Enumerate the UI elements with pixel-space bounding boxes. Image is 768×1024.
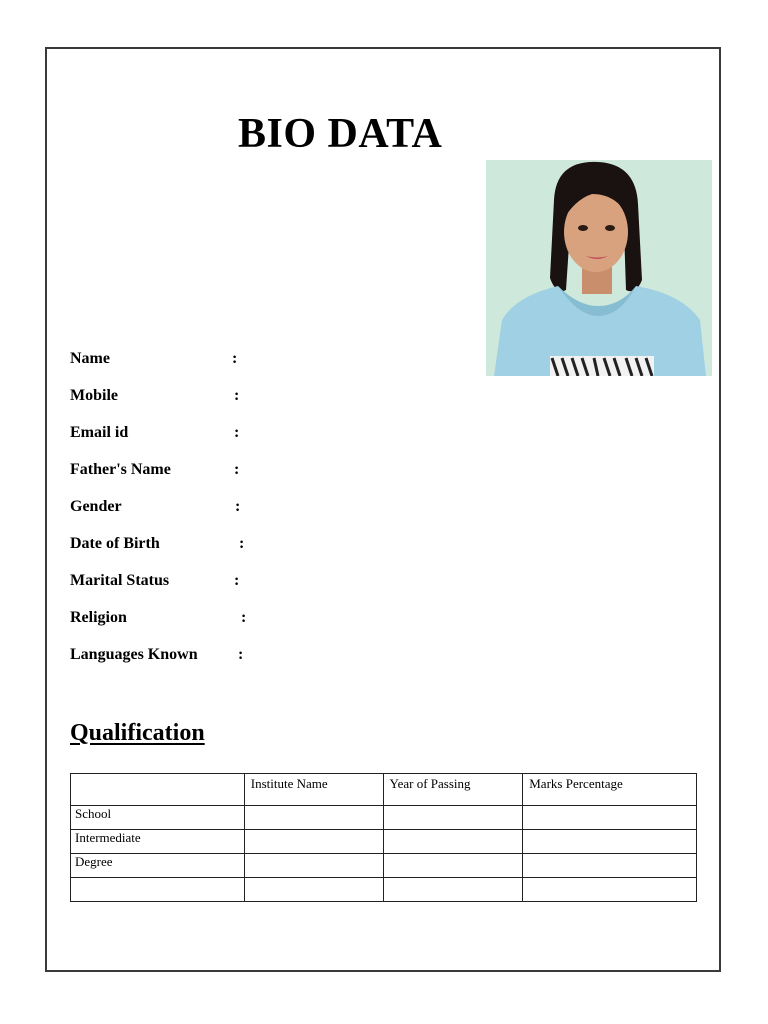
field-label: Religion	[70, 609, 127, 626]
table-cell	[383, 806, 523, 830]
column-header-year-of-passing: Year of Passing	[383, 774, 523, 806]
profile-photo-illustration	[486, 160, 712, 376]
field-label: Date of Birth	[70, 535, 160, 552]
column-header-marks-percentage: Marks Percentage	[523, 774, 697, 806]
row-label-intermediate: Intermediate	[71, 830, 245, 854]
table-row	[71, 878, 697, 902]
field-colon: :	[234, 387, 240, 404]
field-colon: :	[232, 350, 238, 367]
table-cell	[244, 806, 383, 830]
table-cell	[523, 878, 697, 902]
field-label: Father's Name	[70, 461, 171, 478]
field-label: Mobile	[70, 387, 118, 404]
profile-photo	[486, 160, 712, 376]
field-label: Name	[70, 350, 110, 367]
field-colon: :	[234, 424, 240, 441]
table-cell	[383, 878, 523, 902]
field-colon: :	[235, 498, 241, 515]
field-label: Gender	[70, 498, 122, 515]
field-label: Email id	[70, 424, 129, 441]
table-row	[71, 854, 697, 878]
table-cell	[244, 830, 383, 854]
table-row	[71, 806, 697, 830]
field-colon: :	[241, 609, 247, 626]
field-colon: :	[234, 572, 240, 589]
table-cell	[523, 830, 697, 854]
row-label-empty	[71, 878, 245, 902]
table-cell	[523, 854, 697, 878]
qualification-heading: Qualification	[70, 720, 205, 746]
table-header-row	[71, 774, 697, 806]
qualification-table	[70, 773, 697, 902]
table-row	[71, 830, 697, 854]
field-colon: :	[234, 461, 240, 478]
table-cell	[244, 878, 383, 902]
field-label: Marital Status	[70, 572, 170, 589]
field-colon: :	[239, 535, 245, 552]
column-header	[71, 774, 245, 806]
field-colon: :	[238, 646, 244, 663]
table-cell	[244, 854, 383, 878]
field-label: Languages Known	[70, 646, 198, 663]
table-cell	[523, 806, 697, 830]
row-label-degree: Degree	[71, 854, 245, 878]
table-cell	[383, 854, 523, 878]
document-title: BIO DATA	[238, 111, 443, 157]
column-header-institute-name: Institute Name	[244, 774, 383, 806]
row-label-school: School	[71, 806, 245, 830]
table-cell	[383, 830, 523, 854]
